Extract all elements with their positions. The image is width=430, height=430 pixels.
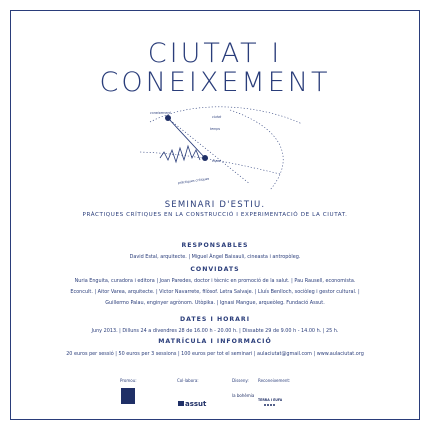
collabora-label: Col·labora:	[177, 378, 199, 383]
title-line-2: CONEIXEMENT	[99, 67, 331, 98]
convidats-heading: CONVIDATS	[190, 266, 240, 273]
aula-ciutat-logo	[121, 388, 135, 404]
seminar-subtitle: PRÀCTIQUES CRÍTIQUES EN LA CONSTRUCCIÓ I EXPERIMENTACIÓ DE LA CIUTAT.	[82, 212, 348, 218]
convidats-text	[14, 276, 416, 309]
node-top	[165, 115, 171, 121]
diagram-label-2: ciutat	[212, 115, 222, 119]
seminar-title: SEMINARI D'ESTIU.	[164, 200, 266, 210]
disseny-label: Disseny:	[232, 378, 249, 383]
svg-text:TERRA I EUFA: TERRA I EUFA	[258, 398, 282, 402]
diagram-label-4: espai	[212, 159, 221, 163]
promou-label: Promou:	[120, 378, 137, 383]
responsables-text: David Estal, arquitecte. | Miguel Àngel Baixauli, cineasta i antropòleg.	[129, 254, 301, 260]
convidats-line-1: Nuria Enguita, curadora i editora | Joan Paredes, doctor i tècnic en promoció de la salut. | Pau Rausell, economista.	[74, 278, 356, 284]
dotted-arc-right	[230, 110, 283, 190]
concept-diagram	[130, 102, 310, 194]
title-line-1: CIUTAT I	[147, 38, 283, 69]
diagram-label-3: temps	[210, 127, 220, 131]
convidats-line-2: Econcult. | Aitor Varea, arquitecte. | Victor Navarrete, filòsof. Letra Salvaje. | Lluís Benlloch, sociòleg i gestor cultural. |	[70, 289, 360, 295]
diagram-label-5: pràctiques crítiques	[177, 176, 210, 185]
responsables-heading: RESPONSABLES	[181, 242, 249, 249]
diagram-label-1: coneixement	[150, 111, 171, 115]
terra-eufa-logo	[258, 392, 282, 402]
dates-text: Juny 2013. | Dilluns 24 a divendres 28 de 16.00 h - 20.00 h. | Dissabte 29 de 9.00 h - 14.00 h. | 25 h.	[91, 328, 339, 334]
sponsors-footer	[0, 378, 430, 408]
svg-text:assut: assut	[185, 400, 207, 407]
bohemia-logo: la bohèmia	[232, 393, 255, 398]
zigzag-line	[160, 146, 200, 162]
dotted-arc-top	[150, 107, 302, 124]
reconeixement-label: Reconeixement:	[258, 378, 291, 383]
node-bottom	[202, 155, 208, 161]
convidats-line-3: Guillermo Palau, enginyer agrònom. Utòpika. | Ignasi Mangue, arqueòleg. Fundació Assut.	[105, 300, 325, 306]
matricula-text: 20 euros per sessió | 50 euros per 3 sessions | 100 euros per tot el seminari | aulaciutat@gmail.com | www.aulaciutat.org	[66, 351, 364, 357]
matricula-heading: MATRÍCULA I INFORMACIÓ	[158, 338, 272, 345]
assut-logo	[178, 392, 210, 407]
dotted-arc-bottom	[140, 152, 280, 174]
dates-heading: DATES I HORARI	[179, 316, 251, 323]
